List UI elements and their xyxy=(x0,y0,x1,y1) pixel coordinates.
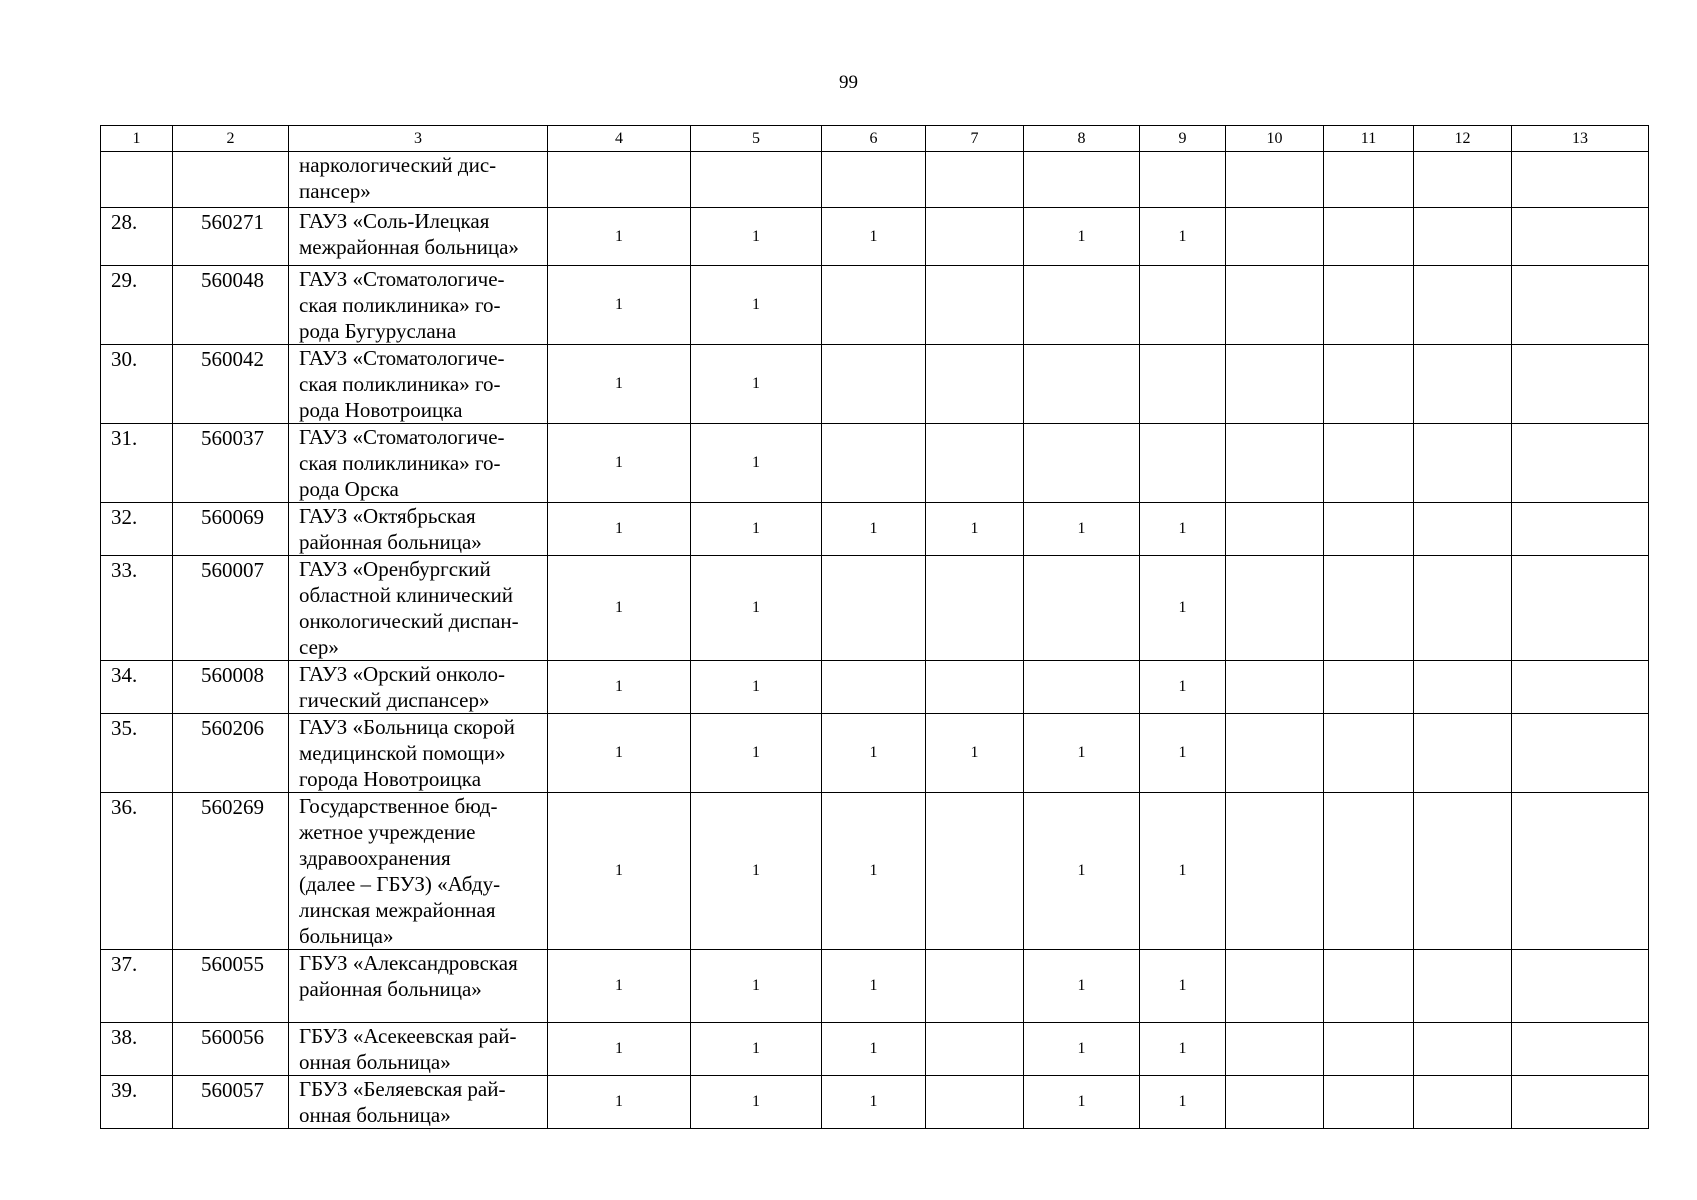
value-cell-col-6: 1 xyxy=(822,1076,926,1129)
org-code xyxy=(173,152,289,208)
org-code: 560056 xyxy=(173,1023,289,1076)
value-cell-col-9: 1 xyxy=(1140,950,1226,1023)
value-cell-col-13 xyxy=(1512,1023,1649,1076)
value-cell-col-4: 1 xyxy=(548,793,691,950)
org-name-line: ГАУЗ «Стоматологиче- xyxy=(299,346,505,370)
data-table xyxy=(100,125,1649,1129)
org-name-line: онная больница» xyxy=(299,1050,451,1074)
org-code: 560007 xyxy=(173,556,289,661)
org-name-line: жетное учреждение xyxy=(299,820,476,844)
org-name-line: ская поликлиника» го- xyxy=(299,293,501,317)
row-number: 29. xyxy=(101,266,173,345)
table-row xyxy=(101,793,1649,950)
table-row xyxy=(101,950,1649,1023)
value-cell-col-7 xyxy=(926,661,1024,714)
column-header: 7 xyxy=(926,126,1024,152)
header-row xyxy=(101,126,1649,152)
value-cell-col-11 xyxy=(1324,208,1414,266)
table-row xyxy=(101,556,1649,661)
value-cell-col-10 xyxy=(1226,1076,1324,1129)
org-name-line: города Новотроицка xyxy=(299,767,482,791)
value-cell-col-5: 1 xyxy=(691,1076,822,1129)
value-cell-col-5: 1 xyxy=(691,208,822,266)
value-cell-col-9 xyxy=(1140,424,1226,503)
value-cell-col-7: 1 xyxy=(926,503,1024,556)
value-cell-col-5: 1 xyxy=(691,556,822,661)
value-cell-col-4: 1 xyxy=(548,208,691,266)
value-cell-col-5 xyxy=(691,152,822,208)
value-cell-col-9: 1 xyxy=(1140,208,1226,266)
org-name-line: межрайонная больница» xyxy=(299,235,519,259)
org-name-line: Государственное бюд- xyxy=(299,794,498,818)
row-number: 28. xyxy=(101,208,173,266)
value-cell-col-6: 1 xyxy=(822,950,926,1023)
column-header: 8 xyxy=(1024,126,1140,152)
value-cell-col-8 xyxy=(1024,152,1140,208)
org-name-line: областной клинический xyxy=(299,583,513,607)
column-header: 11 xyxy=(1324,126,1414,152)
row-number: 37. xyxy=(101,950,173,1023)
org-code: 560069 xyxy=(173,503,289,556)
value-cell-col-11 xyxy=(1324,152,1414,208)
value-cell-col-6 xyxy=(822,661,926,714)
value-cell-col-9 xyxy=(1140,345,1226,424)
value-cell-col-6 xyxy=(822,152,926,208)
value-cell-col-13 xyxy=(1512,208,1649,266)
column-header: 12 xyxy=(1414,126,1512,152)
org-name-line: районная больница» xyxy=(299,530,482,554)
value-cell-col-13 xyxy=(1512,793,1649,950)
org-name-line: ГАУЗ «Орский онколо- xyxy=(299,662,506,686)
value-cell-col-10 xyxy=(1226,424,1324,503)
org-name-line: ГАУЗ «Октябрьская xyxy=(299,504,476,528)
value-cell-col-10 xyxy=(1226,714,1324,793)
value-cell-col-11 xyxy=(1324,1023,1414,1076)
value-cell-col-4: 1 xyxy=(548,556,691,661)
value-cell-col-12 xyxy=(1414,1076,1512,1129)
table-row xyxy=(101,1076,1649,1129)
value-cell-col-13 xyxy=(1512,503,1649,556)
value-cell-col-8: 1 xyxy=(1024,793,1140,950)
value-cell-col-7 xyxy=(926,1076,1024,1129)
org-name-line: рода Новотроицка xyxy=(299,398,463,422)
value-cell-col-10 xyxy=(1226,266,1324,345)
value-cell-col-7 xyxy=(926,424,1024,503)
column-header: 1 xyxy=(101,126,173,152)
column-header: 4 xyxy=(548,126,691,152)
table-row xyxy=(101,266,1649,345)
row-number: 39. xyxy=(101,1076,173,1129)
value-cell-col-6: 1 xyxy=(822,1023,926,1076)
org-name xyxy=(289,152,548,208)
value-cell-col-5: 1 xyxy=(691,1023,822,1076)
value-cell-col-13 xyxy=(1512,714,1649,793)
value-cell-col-13 xyxy=(1512,152,1649,208)
value-cell-col-10 xyxy=(1226,793,1324,950)
org-name-line: (далее – ГБУЗ) «Абду- xyxy=(299,872,501,896)
org-name xyxy=(289,266,548,345)
value-cell-col-12 xyxy=(1414,424,1512,503)
org-name xyxy=(289,503,548,556)
org-name-line: ГБУЗ «Александровская xyxy=(299,951,518,975)
value-cell-col-4: 1 xyxy=(548,714,691,793)
column-header: 2 xyxy=(173,126,289,152)
org-name-line: наркологический дис- xyxy=(299,153,497,177)
value-cell-col-13 xyxy=(1512,1076,1649,1129)
value-cell-col-12 xyxy=(1414,152,1512,208)
org-code: 560057 xyxy=(173,1076,289,1129)
value-cell-col-6: 1 xyxy=(822,714,926,793)
value-cell-col-12 xyxy=(1414,793,1512,950)
org-name xyxy=(289,1076,548,1129)
value-cell-col-4: 1 xyxy=(548,1076,691,1129)
value-cell-col-5: 1 xyxy=(691,424,822,503)
value-cell-col-12 xyxy=(1414,556,1512,661)
value-cell-col-11 xyxy=(1324,793,1414,950)
value-cell-col-4: 1 xyxy=(548,424,691,503)
org-name-line: ГБУЗ «Асекеевская рай- xyxy=(299,1024,517,1048)
org-name-line: ГАУЗ «Стоматологиче- xyxy=(299,425,505,449)
row-number: 35. xyxy=(101,714,173,793)
org-name xyxy=(289,208,548,266)
column-header: 9 xyxy=(1140,126,1226,152)
value-cell-col-12 xyxy=(1414,208,1512,266)
value-cell-col-7 xyxy=(926,793,1024,950)
value-cell-col-10 xyxy=(1226,556,1324,661)
value-cell-col-12 xyxy=(1414,950,1512,1023)
page-number: 99 xyxy=(839,72,858,93)
org-name xyxy=(289,345,548,424)
column-header: 6 xyxy=(822,126,926,152)
value-cell-col-8: 1 xyxy=(1024,714,1140,793)
table-row xyxy=(101,208,1649,266)
value-cell-col-7 xyxy=(926,345,1024,424)
value-cell-col-8 xyxy=(1024,424,1140,503)
value-cell-col-4: 1 xyxy=(548,266,691,345)
org-code: 560048 xyxy=(173,266,289,345)
value-cell-col-13 xyxy=(1512,266,1649,345)
value-cell-col-6: 1 xyxy=(822,208,926,266)
org-name-line: больница» xyxy=(299,924,394,948)
value-cell-col-8: 1 xyxy=(1024,950,1140,1023)
row-number: 36. xyxy=(101,793,173,950)
value-cell-col-7 xyxy=(926,208,1024,266)
value-cell-col-6 xyxy=(822,424,926,503)
org-name xyxy=(289,714,548,793)
value-cell-col-11 xyxy=(1324,345,1414,424)
value-cell-col-6 xyxy=(822,266,926,345)
value-cell-col-8: 1 xyxy=(1024,503,1140,556)
value-cell-col-9: 1 xyxy=(1140,1076,1226,1129)
value-cell-col-13 xyxy=(1512,950,1649,1023)
table-row xyxy=(101,714,1649,793)
value-cell-col-4: 1 xyxy=(548,345,691,424)
value-cell-col-9: 1 xyxy=(1140,556,1226,661)
value-cell-col-11 xyxy=(1324,556,1414,661)
org-code: 560008 xyxy=(173,661,289,714)
value-cell-col-7 xyxy=(926,266,1024,345)
value-cell-col-7 xyxy=(926,1023,1024,1076)
value-cell-col-8 xyxy=(1024,266,1140,345)
value-cell-col-7 xyxy=(926,950,1024,1023)
row-number xyxy=(101,152,173,208)
value-cell-col-8 xyxy=(1024,556,1140,661)
value-cell-col-5: 1 xyxy=(691,793,822,950)
value-cell-col-10 xyxy=(1226,661,1324,714)
org-name-line: рода Орска xyxy=(299,477,399,501)
org-name-line: линская межрайонная xyxy=(299,898,496,922)
org-name xyxy=(289,424,548,503)
value-cell-col-8: 1 xyxy=(1024,1076,1140,1129)
org-name xyxy=(289,1023,548,1076)
value-cell-col-9: 1 xyxy=(1140,661,1226,714)
value-cell-col-5: 1 xyxy=(691,503,822,556)
column-header: 13 xyxy=(1512,126,1649,152)
org-name-line: онкологический диспан- xyxy=(299,609,519,633)
column-header: 3 xyxy=(289,126,548,152)
row-number: 32. xyxy=(101,503,173,556)
org-name-line: ская поликлиника» го- xyxy=(299,372,501,396)
value-cell-col-12 xyxy=(1414,1023,1512,1076)
value-cell-col-11 xyxy=(1324,503,1414,556)
value-cell-col-13 xyxy=(1512,424,1649,503)
value-cell-col-9: 1 xyxy=(1140,503,1226,556)
value-cell-col-6: 1 xyxy=(822,503,926,556)
org-name xyxy=(289,793,548,950)
row-number: 34. xyxy=(101,661,173,714)
value-cell-col-7 xyxy=(926,556,1024,661)
org-name-line: районная больница» xyxy=(299,977,482,1001)
value-cell-col-10 xyxy=(1226,152,1324,208)
value-cell-col-13 xyxy=(1512,661,1649,714)
org-code: 560042 xyxy=(173,345,289,424)
table-row xyxy=(101,661,1649,714)
value-cell-col-5: 1 xyxy=(691,661,822,714)
org-name xyxy=(289,661,548,714)
value-cell-col-9 xyxy=(1140,152,1226,208)
org-name-line: пансер» xyxy=(299,179,371,203)
org-code: 560037 xyxy=(173,424,289,503)
org-name-line: ГАУЗ «Больница скорой xyxy=(299,715,515,739)
value-cell-col-12 xyxy=(1414,345,1512,424)
value-cell-col-6 xyxy=(822,556,926,661)
row-number: 38. xyxy=(101,1023,173,1076)
value-cell-col-11 xyxy=(1324,950,1414,1023)
value-cell-col-13 xyxy=(1512,345,1649,424)
table-row xyxy=(101,1023,1649,1076)
value-cell-col-9: 1 xyxy=(1140,1023,1226,1076)
value-cell-col-5: 1 xyxy=(691,266,822,345)
row-number: 30. xyxy=(101,345,173,424)
value-cell-col-7 xyxy=(926,152,1024,208)
value-cell-col-10 xyxy=(1226,1023,1324,1076)
value-cell-col-4: 1 xyxy=(548,950,691,1023)
value-cell-col-11 xyxy=(1324,1076,1414,1129)
value-cell-col-11 xyxy=(1324,266,1414,345)
table-row xyxy=(101,152,1649,208)
column-header: 10 xyxy=(1226,126,1324,152)
value-cell-col-10 xyxy=(1226,950,1324,1023)
org-name-line: ГБУЗ «Беляевская рай- xyxy=(299,1077,506,1101)
value-cell-col-12 xyxy=(1414,714,1512,793)
org-name-line: рода Бугуруслана xyxy=(299,319,457,343)
value-cell-col-10 xyxy=(1226,345,1324,424)
org-name-line: медицинской помощи» xyxy=(299,741,506,765)
org-name xyxy=(289,556,548,661)
value-cell-col-5: 1 xyxy=(691,345,822,424)
value-cell-col-12 xyxy=(1414,661,1512,714)
org-name-line: здравоохранения xyxy=(299,846,451,870)
org-code: 560271 xyxy=(173,208,289,266)
value-cell-col-9: 1 xyxy=(1140,793,1226,950)
table-row xyxy=(101,503,1649,556)
value-cell-col-11 xyxy=(1324,714,1414,793)
value-cell-col-4: 1 xyxy=(548,661,691,714)
value-cell-col-11 xyxy=(1324,661,1414,714)
org-name-line: сер» xyxy=(299,635,339,659)
value-cell-col-12 xyxy=(1414,266,1512,345)
value-cell-col-6 xyxy=(822,345,926,424)
org-name-line: ГАУЗ «Стоматологиче- xyxy=(299,267,505,291)
value-cell-col-4: 1 xyxy=(548,503,691,556)
org-code: 560206 xyxy=(173,714,289,793)
value-cell-col-8: 1 xyxy=(1024,1023,1140,1076)
org-name-line: ская поликлиника» го- xyxy=(299,451,501,475)
table-row xyxy=(101,345,1649,424)
value-cell-col-9 xyxy=(1140,266,1226,345)
value-cell-col-5: 1 xyxy=(691,950,822,1023)
value-cell-col-11 xyxy=(1324,424,1414,503)
org-name-line: ГАУЗ «Соль-Илецкая xyxy=(299,209,490,233)
org-code: 560269 xyxy=(173,793,289,950)
row-number: 33. xyxy=(101,556,173,661)
org-code: 560055 xyxy=(173,950,289,1023)
value-cell-col-12 xyxy=(1414,503,1512,556)
row-number: 31. xyxy=(101,424,173,503)
column-header: 5 xyxy=(691,126,822,152)
value-cell-col-10 xyxy=(1226,208,1324,266)
org-name xyxy=(289,950,548,1023)
org-name-line: ГАУЗ «Оренбургский xyxy=(299,557,491,581)
org-name-line: онная больница» xyxy=(299,1103,451,1127)
value-cell-col-8: 1 xyxy=(1024,208,1140,266)
value-cell-col-4: 1 xyxy=(548,1023,691,1076)
value-cell-col-8 xyxy=(1024,345,1140,424)
org-name-line: гический диспансер» xyxy=(299,688,490,712)
value-cell-col-10 xyxy=(1226,503,1324,556)
value-cell-col-4 xyxy=(548,152,691,208)
value-cell-col-8 xyxy=(1024,661,1140,714)
value-cell-col-5: 1 xyxy=(691,714,822,793)
value-cell-col-9: 1 xyxy=(1140,714,1226,793)
value-cell-col-6: 1 xyxy=(822,793,926,950)
table-row xyxy=(101,424,1649,503)
value-cell-col-7: 1 xyxy=(926,714,1024,793)
value-cell-col-13 xyxy=(1512,556,1649,661)
